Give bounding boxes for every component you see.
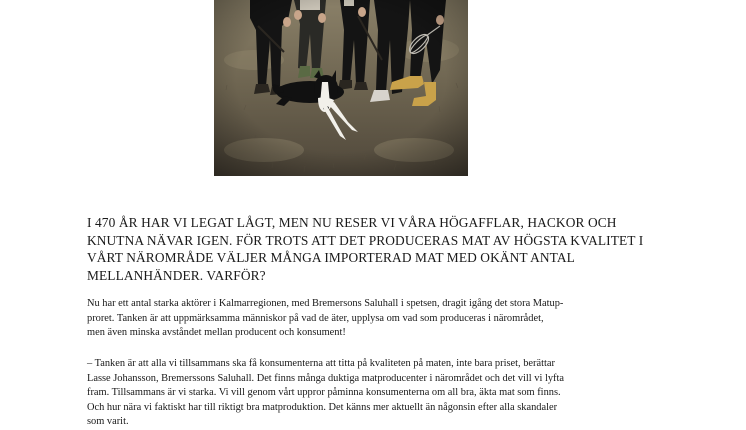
article-paragraph-2: – Tanken är att alla vi tillsammans ska få konsumenterna att titta på kvaliteten på maten, inte bara priset, berättar Lasse Johansson, Bremerssons Saluhall. Det finns många duktiga matproducenter i närområdet och det vill vi lyfta fram. Tillsammans är vi starka. Vi vill genom vårt uppror påminna konsumenterna om all bra, äkta mat som finns. Och hur nära vi faktiskt har till riktigt bra matproduktion. Det känns mer aktuellt än någonsin efter alla skandaler som varit. xyxy=(87,358,564,428)
article-headline: I 470 ÅR HAR VI LEGAT LÅGT, MEN NU RESER VI VÅRA HÖGAFFLAR, HACKOR OCH KNUTNA NÄVAR IGEN. FÖR TROTS ATT DET PRODUCERAS MAT AV HÖGSTA KVALITET I VÅRT NÄROMRÅDE VÄLJER MÅNGA IMPORTERAD MAT MED OKÄNT ANTAL MELLANHÄNDER. VARFÖR? xyxy=(87,215,644,283)
article-photo xyxy=(214,0,468,176)
group-with-dog-image xyxy=(214,0,468,176)
article-paragraph-1: Nu har ett antal starka aktörer i Kalmarregionen, med Bremersons Saluhall i spetsen, dragit igång det stora Matup- proret. Tanken är att uppmärksamma människor på vad de äter, upplysa om vad som produceras i närområdet, men även minska avståndet mellan producent och konsument! xyxy=(87,298,564,339)
